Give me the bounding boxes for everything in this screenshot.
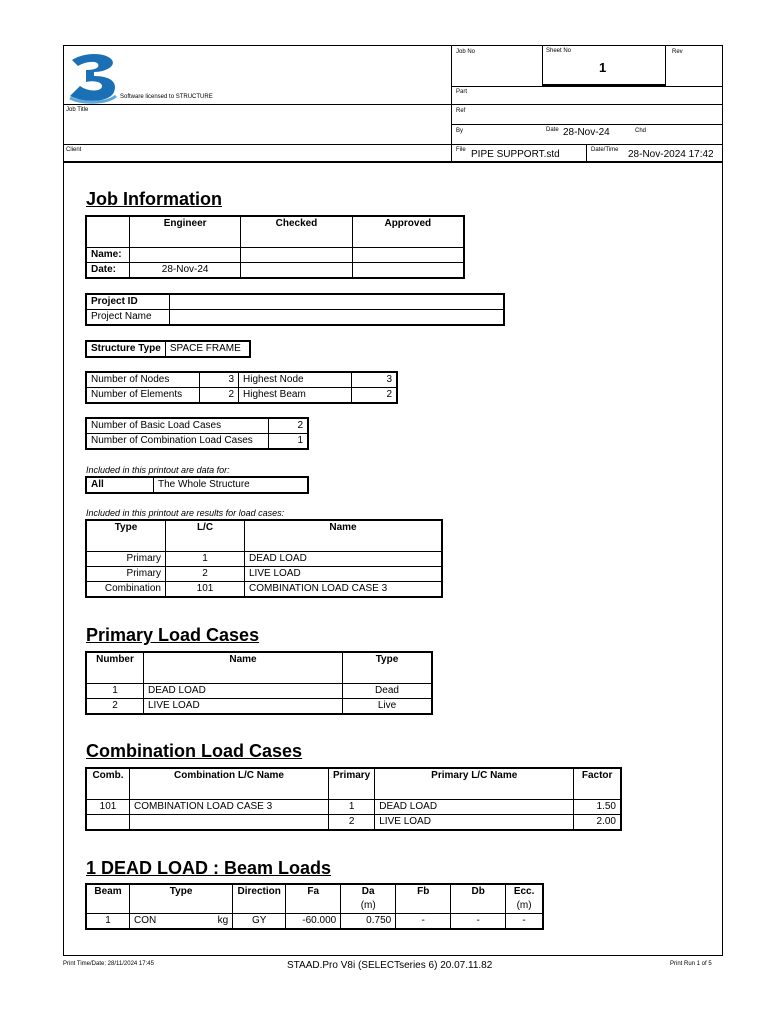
project-table: Project ID Project Name: [86, 294, 504, 325]
structure-type-value: SPACE FRAME: [165, 342, 249, 357]
file-name: PIPE SUPPORT.std: [471, 149, 560, 160]
sheet-no-box: Sheet No 1: [542, 45, 666, 86]
results-included-note: Included in this printout are results for load cases:: [86, 508, 285, 518]
file-datetime: 28-Nov-2024 17:42: [628, 149, 714, 160]
footer-program: STAAD.Pro V8i (SELECTseries 6) 20.07.11.82: [287, 960, 493, 971]
included-loadcases-table: Type L/C Name Primary 1 DEAD LOAD Primary 2 LIVE LOAD Combination 101 COMBINATION LOAD CASE 3: [86, 520, 442, 597]
beam-loads-table: Beam Type Direction Fa Da Fb Db Ecc. (m) (m) 1 CON kg GY -60.000 0.750 - - -: [86, 884, 543, 929]
table-row: 2 LIVE LOAD Live: [87, 699, 432, 714]
table-row: 2 LIVE LOAD 2.00: [87, 815, 621, 830]
sheet-no-value: 1: [599, 60, 607, 75]
table-row: 101 COMBINATION LOAD CASE 3 1 DEAD LOAD 1.50: [87, 800, 621, 815]
table-row: Primary 2 LIVE LOAD: [87, 567, 442, 582]
data-included-note: Included in this printout are data for:: [86, 465, 230, 475]
bentley-logo-icon: [66, 50, 122, 104]
table-row: Combination 101 COMBINATION LOAD CASE 3: [87, 582, 442, 597]
table-row: 1 CON kg GY -60.000 0.750 - - -: [87, 914, 543, 929]
engineer-date: 28-Nov-24: [129, 263, 240, 278]
sheet-header: Software licensed to STRUCTURE Sheet No 1 Job No Rev Part Job Title Ref By Date 28-Nov-24 Chd Client File PIPE SUPPORT.std Date/Time 28-Nov-2024 17:42: [63, 45, 723, 163]
job-information-title: Job Information: [86, 189, 222, 209]
footer-print-run: Print Run 1 of 5: [670, 961, 712, 967]
load-count-table: Number of Basic Load Cases 2 Number of Combination Load Cases 1: [86, 418, 308, 449]
table-row: 1 DEAD LOAD Dead: [87, 684, 432, 699]
header-date-value: 28-Nov-24: [563, 127, 610, 138]
structure-type-table: Structure Type SPACE FRAME: [86, 341, 250, 357]
combination-load-cases-title: Combination Load Cases: [86, 741, 303, 761]
license-text: Software licensed to STRUCTURE: [120, 94, 213, 100]
included-data-table: All The Whole Structure: [86, 477, 308, 493]
beam-loads-title: 1 DEAD LOAD : Beam Loads: [86, 858, 332, 878]
job-info-table: Engineer Checked Approved Name: Date: 28-Nov-24: [86, 216, 464, 278]
primary-load-cases-title: Primary Load Cases: [86, 625, 260, 645]
combination-load-cases-table: Comb. Combination L/C Name Primary Primary L/C Name Factor 101 COMBINATION LOAD CASE 3 1 DEAD LOAD 1.50 2 LIVE LOAD 2.00: [86, 768, 621, 830]
node-count-table: Number of Nodes 3 Highest Node 3 Number of Elements 2 Highest Beam 2: [86, 372, 397, 403]
footer-print-time: Print Time/Date: 28/11/2024 17:45: [63, 961, 154, 967]
table-row: Primary 1 DEAD LOAD: [87, 552, 442, 567]
primary-load-cases-table: Number Name Type 1 DEAD LOAD Dead 2 LIVE LOAD Live: [86, 652, 432, 714]
